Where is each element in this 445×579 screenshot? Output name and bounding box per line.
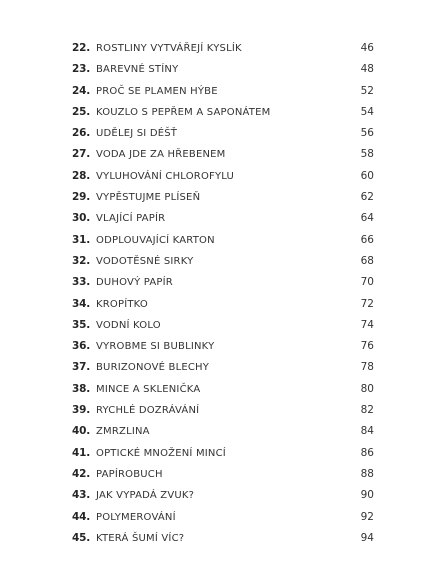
toc-entry-title: ROSTLINY VYTVÁŘEJÍ KYSLÍK (96, 43, 242, 54)
toc-entry-number: 31. (71, 233, 90, 246)
toc-entry-page: 74 (360, 318, 374, 331)
toc-entry-title: BAREVNÉ STÍNY (96, 64, 179, 76)
toc-entry[interactable] (0, 528, 445, 549)
toc-entry-number: 32. (71, 254, 90, 267)
toc-entry-title: VODOTĚSNÉ SIRKY (96, 255, 194, 267)
toc-entry-title: VLAJÍCÍ PAPÍR (96, 213, 166, 225)
toc-entry-page: 48 (360, 63, 374, 76)
toc-entry-title: OPTICKÉ MNOŽENÍ MINCÍ (96, 447, 226, 459)
toc-entry[interactable] (0, 208, 445, 229)
toc-entry-title: PROČ SE PLAMEN HÝBE (96, 85, 218, 97)
toc-entry-title: KTERÁ ŠUMÍ VÍC? (96, 532, 185, 544)
toc-entry-title: VYROBME SI BUBLINKY (96, 341, 215, 353)
toc-entry[interactable] (0, 485, 445, 506)
toc-entry[interactable] (0, 81, 445, 102)
table-of-contents (0, 38, 445, 549)
toc-entry[interactable] (0, 38, 445, 59)
toc-entry-page: 54 (360, 105, 374, 118)
toc-entry-page: 84 (360, 425, 374, 438)
toc-entry-number: 41. (71, 446, 90, 459)
toc-entry-page: 46 (360, 42, 374, 54)
toc-entry-page: 72 (360, 297, 374, 310)
toc-entry-number: 38. (71, 382, 90, 395)
toc-entry-page: 80 (360, 382, 374, 395)
toc-entry-title: KROPÍTKO (96, 298, 148, 310)
toc-entry-number: 44. (71, 510, 90, 523)
toc-entry-title: PAPÍROBUCH (96, 468, 163, 480)
toc-entry-number: 22. (71, 42, 90, 54)
toc-entry-page: 90 (360, 489, 374, 502)
toc-entry[interactable] (0, 251, 445, 272)
toc-entry-page: 52 (360, 84, 374, 97)
toc-entry-page: 56 (360, 127, 374, 140)
toc-entry-number: 45. (71, 531, 90, 544)
toc-entry-title: JAK VYPADÁ ZVUK? (96, 490, 195, 502)
toc-entry-page: 92 (360, 510, 374, 523)
toc-entry[interactable] (0, 379, 445, 400)
toc-entry-number: 28. (71, 169, 90, 182)
toc-entry-number: 24. (71, 84, 90, 97)
toc-entry-page: 60 (360, 169, 374, 182)
toc-entry-title: BURIZONOVÉ BLECHY (96, 362, 210, 374)
toc-entry-page: 94 (360, 531, 374, 544)
toc-entry[interactable] (0, 357, 445, 378)
toc-entry-title: MINCE A SKLENIČKA (96, 383, 201, 395)
toc-entry-number: 40. (71, 425, 90, 438)
toc-entry-page: 82 (360, 404, 374, 417)
toc-entry-title: VYPĚSTUJME PLÍSEŇ (96, 192, 201, 204)
toc-entry-page: 70 (360, 276, 374, 289)
toc-entry-page: 58 (360, 148, 374, 161)
toc-entry-title: DUHOVÝ PAPÍR (96, 277, 173, 289)
toc-entry[interactable] (0, 421, 445, 442)
toc-entry[interactable] (0, 315, 445, 336)
toc-entry-number: 43. (71, 489, 90, 502)
toc-entry-title: KOUZLO S PEPŘEM A SAPONÁTEM (96, 106, 271, 118)
toc-entry-page: 76 (360, 340, 374, 353)
toc-entry[interactable] (0, 166, 445, 187)
toc-entry[interactable] (0, 400, 445, 421)
toc-entry-page: 86 (360, 446, 374, 459)
toc-entry[interactable] (0, 464, 445, 485)
toc-entry-page: 66 (360, 233, 374, 246)
toc-entry-title: POLYMEROVÁNÍ (96, 511, 176, 523)
toc-entry-number: 37. (71, 361, 90, 374)
toc-entry[interactable] (0, 507, 445, 528)
toc-entry[interactable] (0, 294, 445, 315)
toc-entry-page: 68 (360, 254, 374, 267)
toc-entry[interactable] (0, 443, 445, 464)
toc-entry-title: ODPLOUVAJÍCÍ KARTON (96, 234, 215, 246)
toc-entry-number: 23. (71, 63, 90, 76)
toc-entry-number: 25. (71, 105, 90, 118)
toc-entry-number: 42. (71, 467, 90, 480)
toc-entry-number: 39. (71, 404, 90, 417)
toc-entry-title: RYCHLÉ DOZRÁVÁNÍ (96, 405, 200, 417)
toc-entry-title: ZMRZLINA (96, 426, 150, 438)
toc-entry-page: 88 (360, 467, 374, 480)
toc-entry-title: UDĚLEJ SI DÉŠŤ (96, 128, 178, 140)
toc-entry-number: 27. (71, 148, 90, 161)
toc-entry[interactable] (0, 144, 445, 165)
toc-entry-number: 29. (71, 191, 90, 204)
toc-entry-page: 78 (360, 361, 374, 374)
toc-entry[interactable] (0, 272, 445, 293)
toc-entry-title: VODA JDE ZA HŘEBENEM (96, 149, 226, 161)
toc-entry-page: 62 (360, 191, 374, 204)
toc-entry[interactable] (0, 59, 445, 80)
toc-entry[interactable] (0, 230, 445, 251)
toc-entry[interactable] (0, 187, 445, 208)
toc-entry-number: 30. (71, 212, 90, 225)
toc-entry-number: 33. (71, 276, 90, 289)
toc-entry-title: VYLUHOVÁNÍ CHLOROFYLU (96, 170, 235, 182)
toc-entry-number: 26. (71, 127, 90, 140)
toc-entry[interactable] (0, 123, 445, 144)
toc-entry[interactable] (0, 336, 445, 357)
toc-entry[interactable] (0, 102, 445, 123)
toc-entry-title: VODNÍ KOLO (96, 319, 161, 331)
toc-entry-number: 36. (71, 340, 90, 353)
toc-entry-number: 35. (71, 318, 90, 331)
toc-entry-page: 64 (360, 212, 374, 225)
toc-entry-number: 34. (71, 297, 90, 310)
